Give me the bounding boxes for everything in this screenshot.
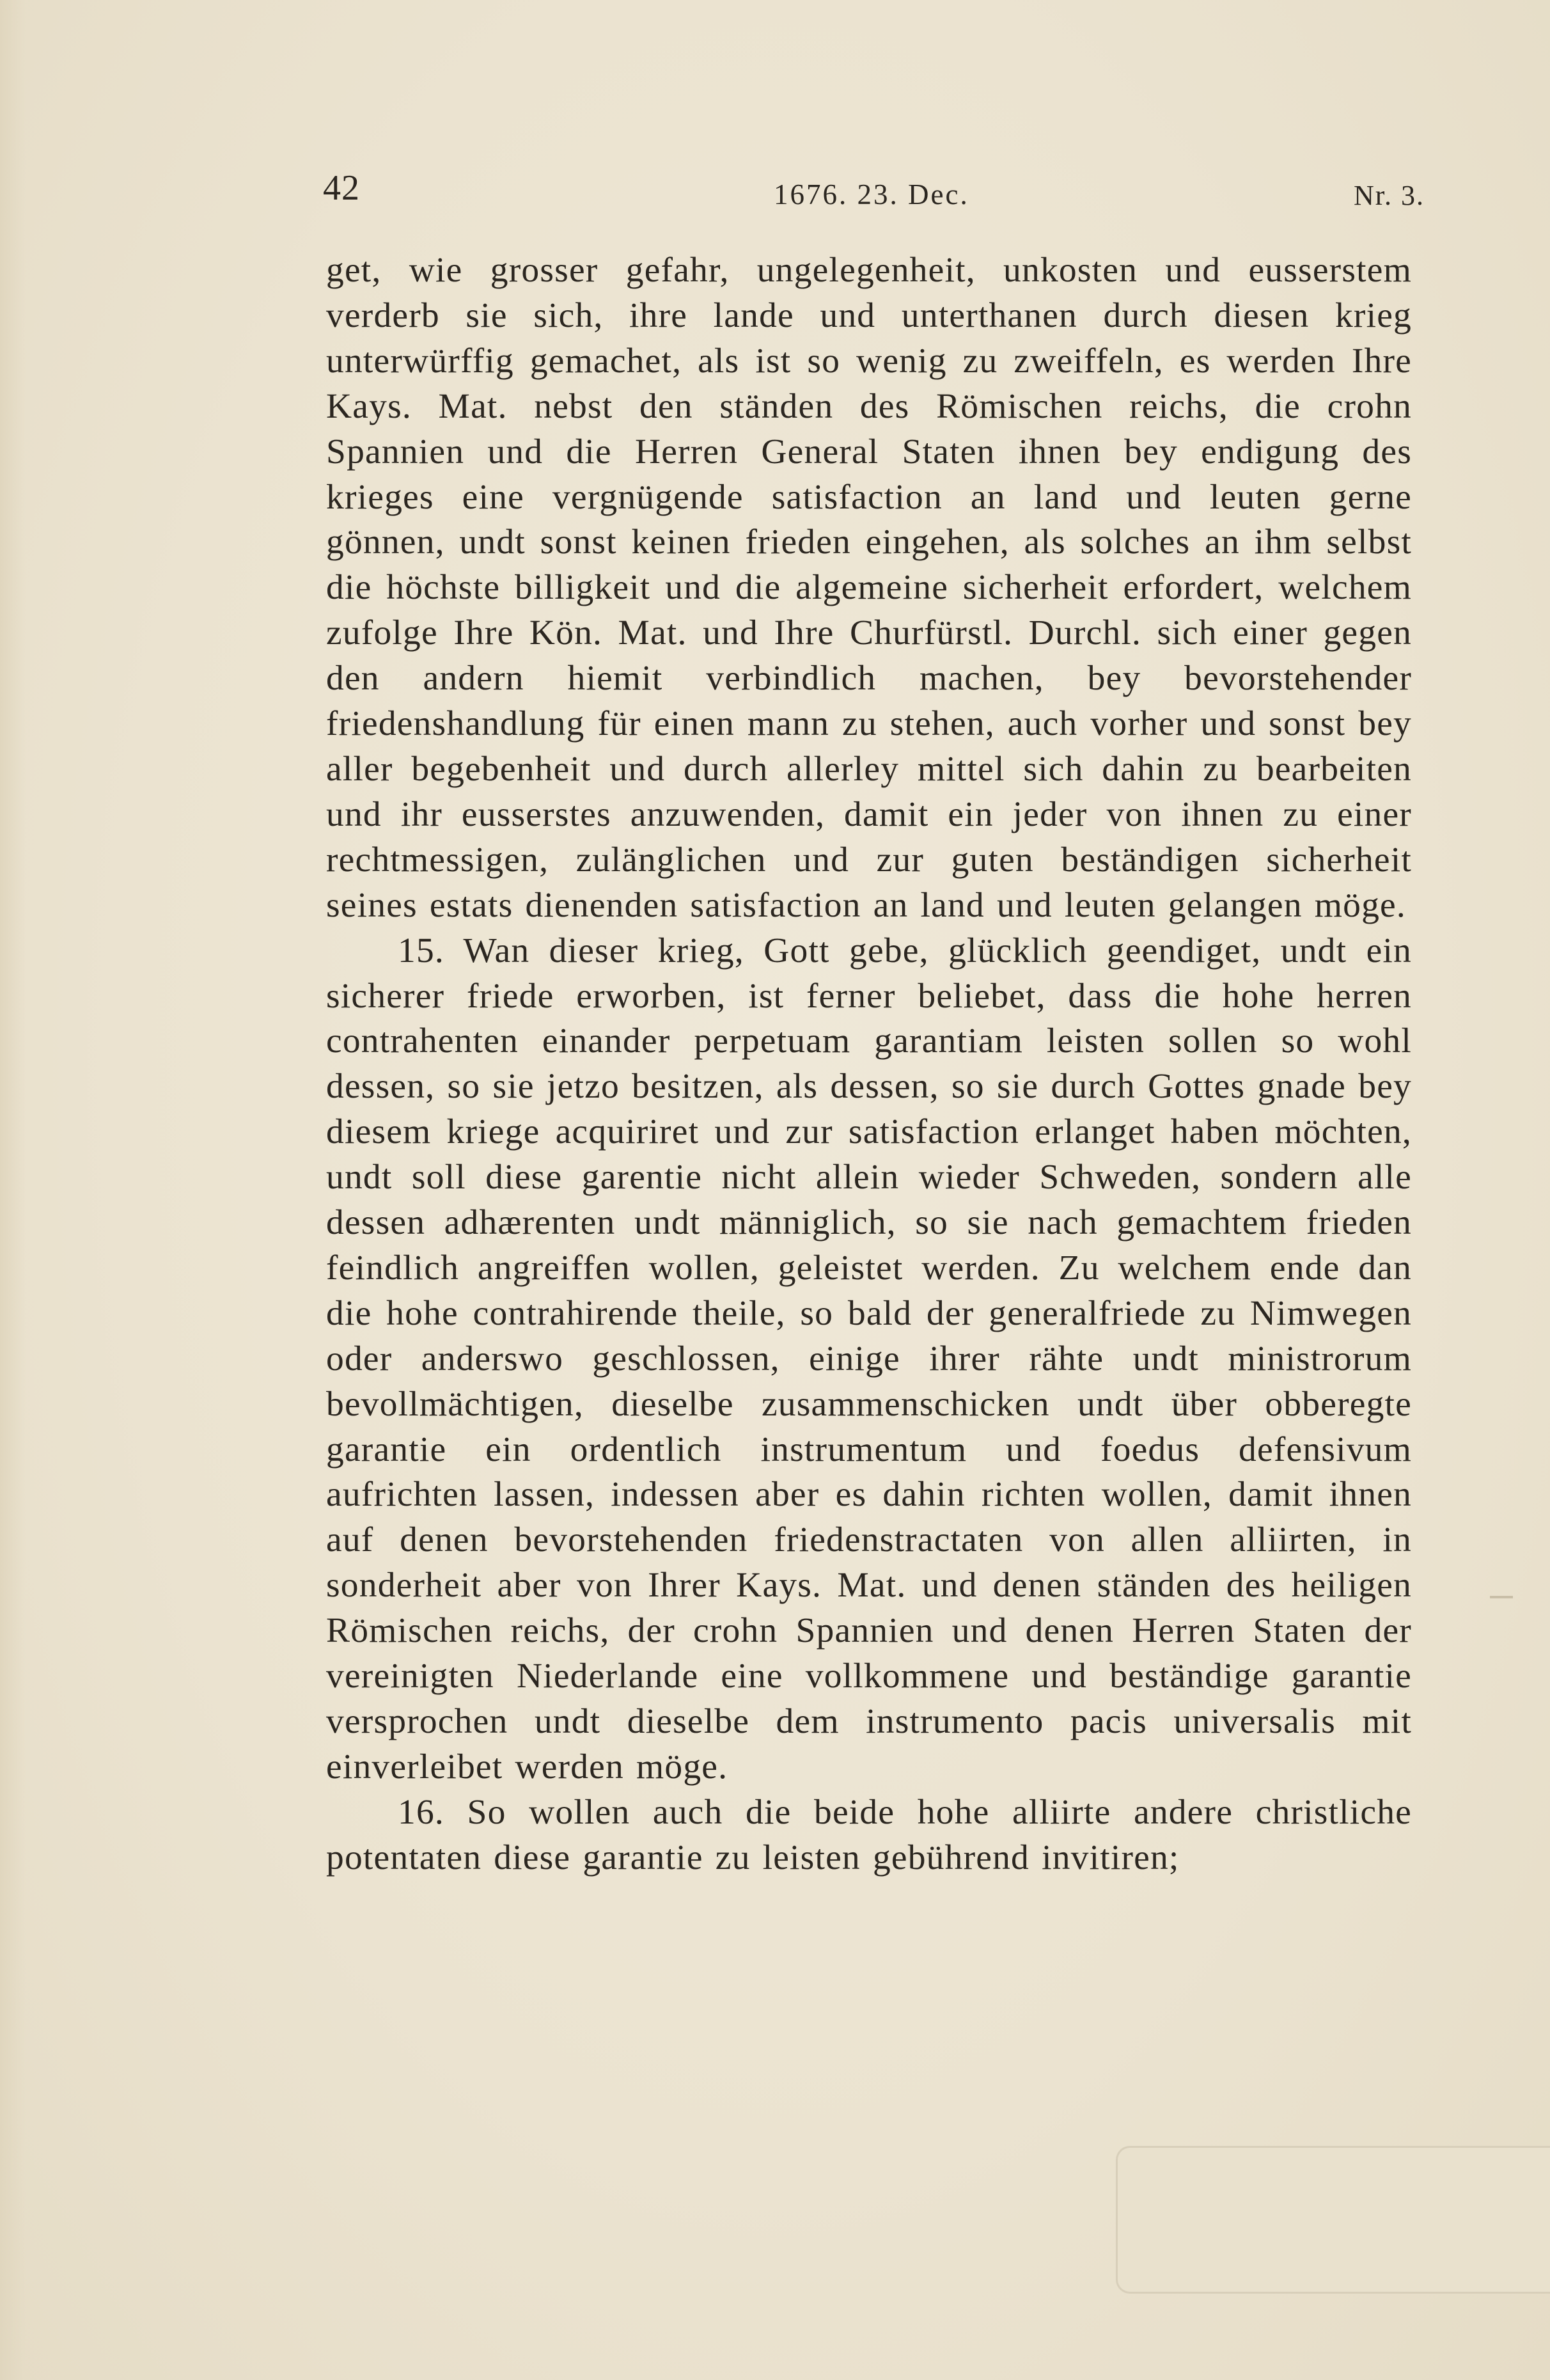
running-title-date: 1676. 23. Dec. xyxy=(774,178,969,210)
document-number: Nr. 3. xyxy=(1354,180,1425,211)
body-text xyxy=(326,248,1412,1881)
paragraph-15: 15. Wan dieser krieg, Gott gebe, glücklich geendiget, undt ein sicherer friede erworben, ist ferner beliebet, dass die hohe herren contrahenten einander perpetuam garantiam leisten sollen so wohl dessen, so sie jetzo besitzen, als dessen, so sie durch Gottes gnade bey diesem kriege acquiriret und zur satisfaction erlanget haben möchten, undt soll diese garentie nicht allein wieder Schweden, sondern alle dessen adhærenten undt männiglich, so sie nach gemachtem frieden feindlich angreiffen wollen, geleistet werden. Zu welchem ende dan die hohe contrahirende theile, so bald der generalfriede zu Nimwegen oder anderswo geschlossen, einige ihrer rähte undt ministrorum bevollmächtigen, dieselbe zusammenschicken undt über obberegte garantie ein ordentlich instrumentum und foedus defensivum aufrichten lassen, indessen aber es dahin richten wollen, damit ihnen auf denen bevorstehenden friedenstractaten von allen alliirten, in sonderheit aber von Ihrer Kays. Mat. und denen ständen des heiligen Römischen reichs, der crohn Spannien und denen Herren Staten der vereinigten Niederlande eine vollkommene und beständige garantie versprochen undt dieselbe dem instrumento pacis universalis mit einverleibet werden möge. xyxy=(326,931,1412,1786)
page-number: 42 xyxy=(323,168,360,208)
paragraph-16: 16. So wollen auch die beide hohe alliirte andere christliche potentaten diese garantie zu leisten gebührend invitiren; xyxy=(326,1792,1412,1877)
page-edge-shadow xyxy=(0,0,26,2380)
page-corner-tab xyxy=(1116,2146,1550,2294)
paragraph-continuation: get, wie grosser gefahr, ungelegenheit, unkosten und eusserstem verderb sie sich, ihre lande und unterthanen durch diesen krieg unterwürffig gemachet, als ist so wenig zu zweiffeln, es werden Ihre Kays. Mat. nebst den ständen des Römischen reichs, die crohn Spannien und die Herren General Staten ihnen bey endigung des krieges eine vergnügende satisfaction an land und leuten gerne gönnen, undt sonst keinen frieden eingehen, als solches an ihm selbst die höchste billigkeit und die algemeine sicherheit erfordert, welchem zufolge Ihre Kön. Mat. und Ihre Churfürstl. Durchl. sich einer gegen den andern hiemit verbindlich machen, bey bevorstehender friedenshandlung für einen mann zu stehen, auch vorher und sonst bey aller begebenheit und durch allerley mittel sich dahin zu bearbeiten und ihr eusserstes anzuwenden, damit ein jeder von ihnen zu einer rechtmessigen, zulänglichen und zur guten beständigen sicherheit seines estats dienenden satisfaction an land und leuten gelangen möge. xyxy=(326,251,1412,925)
margin-mark xyxy=(1490,1596,1513,1598)
running-header xyxy=(323,168,1432,212)
